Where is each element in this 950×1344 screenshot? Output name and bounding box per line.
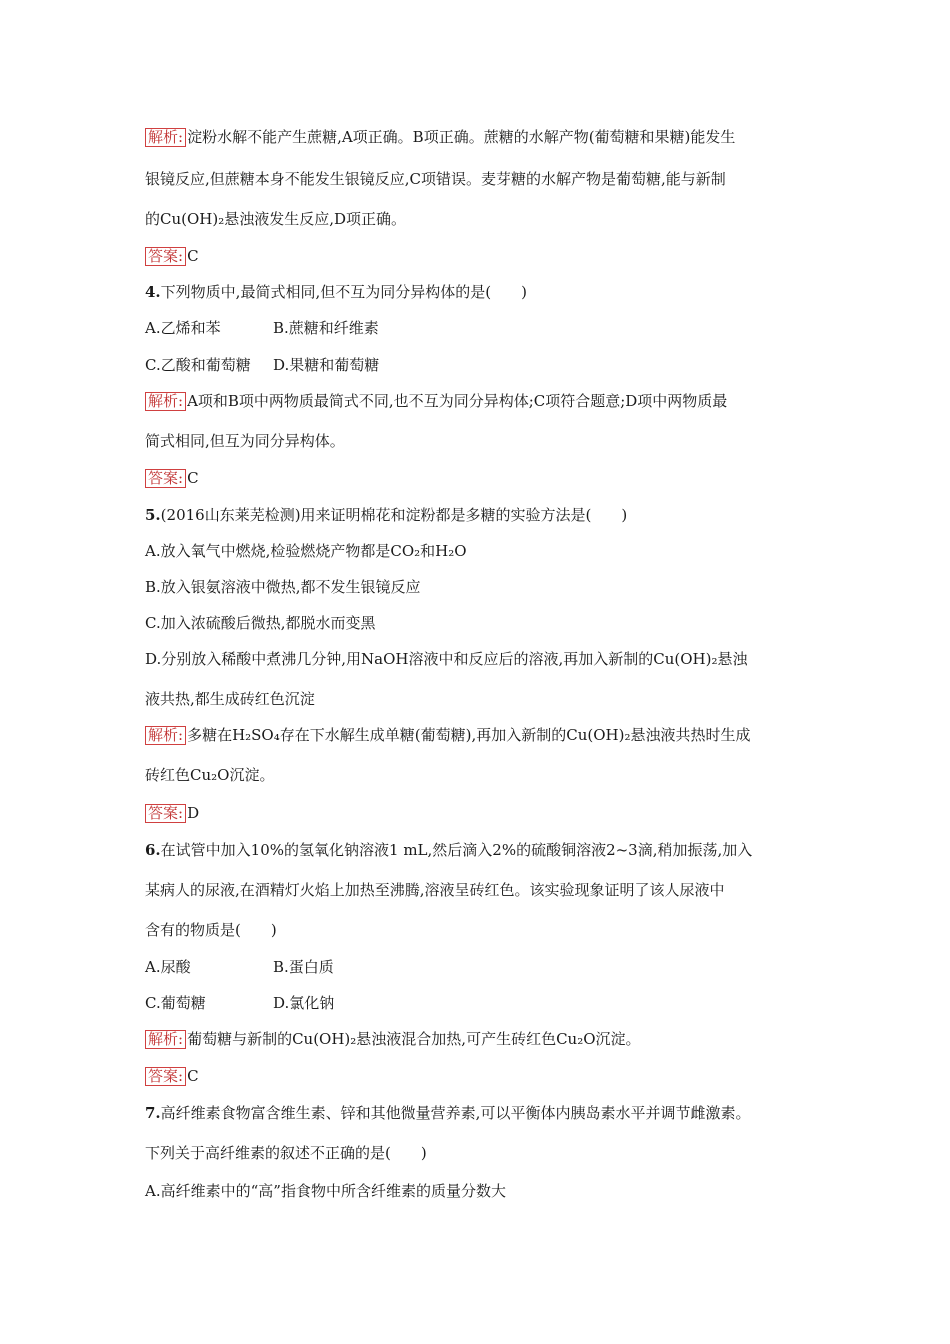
q3-analysis-line-3: 的Cu(OH)₂悬浊液发生反应,D项正确。: [145, 210, 407, 228]
q4-option-c: C.乙酸和葡萄糖: [145, 356, 251, 374]
q4-options-row-2: [145, 355, 380, 375]
q6-stem-line-1: 6.在试管中加入10%的氢氧化钠溶液1 mL,然后滴入2%的硫酸铜溶液2~3滴,稍加振荡,加入: [145, 841, 753, 859]
q5-option-d-line-2: 液共热,都生成砖红色沉淀: [145, 690, 315, 708]
answer-label: 答案:: [145, 804, 186, 823]
analysis-label: 解析:: [145, 392, 186, 411]
q6-options-row-1: [145, 957, 334, 977]
answer-label: 答案:: [145, 469, 186, 488]
analysis-label: 解析:: [145, 1030, 186, 1049]
q7-stem-line-2: 下列关于高纤维素的叙述不正确的是( ): [145, 1144, 427, 1162]
q5-option-b: B.放入银氨溶液中微热,都不发生银镜反应: [145, 578, 421, 596]
answer-label: 答案:: [145, 247, 186, 266]
q4-option-b: B.蔗糖和纤维素: [273, 319, 379, 337]
analysis-label: 解析:: [145, 726, 186, 745]
q4-options-row-1: [145, 318, 379, 338]
q6-stem-line-3: 含有的物质是( ): [145, 921, 277, 939]
q6-stem-line-2: 某病人的尿液,在酒精灯火焰上加热至沸腾,溶液呈砖红色。该实验现象证明了该人尿液中: [145, 881, 725, 899]
q6-option-d: D.氯化钠: [273, 994, 335, 1012]
q6-answer: 答案: C: [145, 1066, 199, 1086]
q6-option-a: A.尿酸: [145, 958, 191, 976]
q7-option-a: A.高纤维素中的“高”指食物中所含纤维素的质量分数大: [145, 1182, 506, 1200]
q6-analysis: 解析: 葡萄糖与新制的Cu(OH)₂悬浊液混合加热,可产生砖红色Cu₂O沉淀。: [145, 1029, 641, 1049]
q3-answer: 答案: C: [145, 246, 199, 266]
q4-answer: 答案: C: [145, 468, 199, 488]
q4-option-a: A.乙烯和苯: [145, 319, 221, 337]
q6-option-b: B.蛋白质: [273, 958, 334, 976]
q5-analysis-line-2: 砖红色Cu₂O沉淀。: [145, 766, 275, 784]
q5-option-c: C.加入浓硫酸后微热,都脱水而变黑: [145, 614, 376, 632]
q4-analysis-line-2: 简式相同,但互为同分异构体。: [145, 432, 345, 450]
q5-answer: 答案: D: [145, 803, 199, 823]
q4-option-d: D.果糖和葡萄糖: [273, 356, 380, 374]
q3-analysis-line-1: 解析: 淀粉水解不能产生蔗糖,A项正确。B项正确。蔗糖的水解产物(葡萄糖和果糖)能发生: [145, 127, 735, 147]
q6-option-c: C.葡萄糖: [145, 994, 206, 1012]
q5-stem: 5.(2016山东莱芜检测)用来证明棉花和淀粉都是多糖的实验方法是( ): [145, 506, 628, 524]
q6-options-row-2: [145, 993, 335, 1013]
q5-option-d-line-1: D.分别放入稀酸中煮沸几分钟,用NaOH溶液中和反应后的溶液,再加入新制的Cu(OH)₂悬浊: [145, 650, 748, 668]
q5-option-a: A.放入氧气中燃烧,检验燃烧产物都是CO₂和H₂O: [145, 542, 467, 560]
q3-analysis-line-2: 银镜反应,但蔗糖本身不能发生银镜反应,C项错误。麦芽糖的水解产物是葡萄糖,能与新制: [145, 170, 726, 188]
q4-stem: 4.下列物质中,最简式相同,但不互为同分异构体的是( ): [145, 283, 527, 301]
analysis-label: 解析:: [145, 128, 186, 147]
q5-analysis-line-1: 解析: 多糖在H₂SO₄存在下水解生成单糖(葡萄糖),再加入新制的Cu(OH)₂悬浊液共热时生成: [145, 725, 750, 745]
q4-analysis-line-1: 解析: A项和B项中两物质最简式不同,也不互为同分异构体;C项符合题意;D项中两物质最: [145, 391, 727, 411]
answer-label: 答案:: [145, 1067, 186, 1086]
q7-stem-line-1: 7.高纤维素食物富含维生素、锌和其他微量营养素,可以平衡体内胰岛素水平并调节雌激素。: [145, 1104, 751, 1122]
